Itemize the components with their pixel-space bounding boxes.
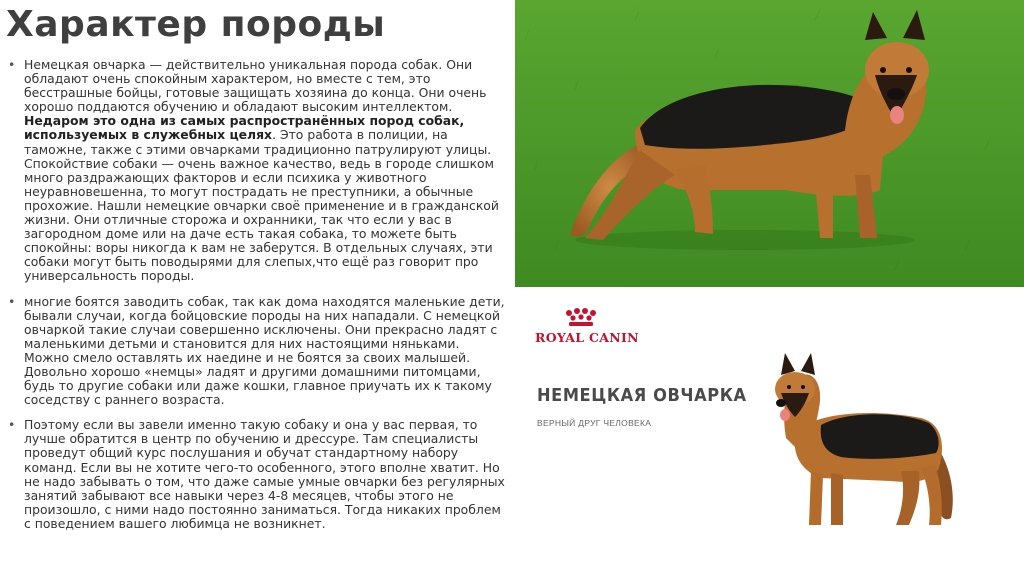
- bullet: •: [8, 417, 16, 433]
- paragraph-1-highlight: Недаром это одна из самых распространённых пород собак, используемых в служебных целях: [24, 113, 465, 143]
- dog-on-grass-illustration: [515, 0, 1024, 287]
- paragraph-2: [6, 295, 506, 408]
- bullet: •: [8, 293, 16, 309]
- royal-canin-promo: [515, 295, 1024, 574]
- body-text: [6, 58, 506, 542]
- brand-name: ROYAL CANIN: [535, 330, 639, 345]
- crown-icon: [561, 307, 601, 329]
- slide-title: Характер породы: [6, 4, 386, 45]
- paragraph-1: [6, 58, 506, 284]
- royal-canin-logo: [535, 307, 639, 347]
- paragraph-3: [6, 418, 506, 531]
- standing-dog-illustration: [751, 353, 971, 533]
- paragraph-1-start: Немецкая овчарка — действительно уникальная порода собак. Они обладают очень спокойным характером, но вместе с тем, это бесстрашные бойцы, готовые защищать хозяина до конца. Они очень хорошо поддаются обучению и обладают высоким интеллектом.: [24, 57, 487, 115]
- bullet: •: [8, 57, 16, 72]
- dog-on-grass-photo: [515, 0, 1024, 287]
- paragraph-3-text: Поэтому если вы завели именно такую собаку и она у вас первая, то лучше обратится в центр по обучению и дрессуре. Там специалисты проведут общий курс послушания и обучат стандартному набору команд. Если вы не хотите чего-то особенного, этого вполне хватит. Но не надо забывать о том, что даже самые умные овчарки без регулярных занятий забывают все навыки через 4-8 месяцев, чтобы этого не произошло, с ними надо постоянно заниматься. Тогда никаких проблем с поведением вашего любимца не возникнет.: [24, 417, 505, 531]
- promo-title: НЕМЕЦКАЯ ОВЧАРКА: [537, 385, 747, 406]
- promo-subtitle: ВЕРНЫЙ ДРУГ ЧЕЛОВЕКА: [537, 418, 652, 428]
- paragraph-1-end: . Это работа в полиции, на таможне, также с этими овчарками традиционно патрулируют улицы. Спокойствие собаки — очень важное качество, ведь в городе слишком много раздражающих факторов и если психика у животного неуравновешенна, то могут пострадать не преступники, а обычные прохожие. Нашли немецкие овчарки своё применение и в гражданской жизни. Они отличные сторожа и охранники, так что если у вас в загородном доме или на даче есть такая собака, то можете быть спокойны: воры никогда к вам не заберутся. В отдельных случаях, эти собаки могут быть поводырями для слепых,что ещё раз говорит про универсальность породы.: [24, 127, 499, 284]
- paragraph-2-text: многие боятся заводить собак, так как дома находятся маленькие дети, бывали случаи, когда бойцовские породы на них нападали. С немецкой овчаркой такие случаи совершенно исключены. Они прекрасно ладят с маленькими детьми и становится для них настоящими няньками. Можно смело оставлять их наедине и не боятся за своих малышей. Довольно хорошо «немцы» ладят и другими домашними питомцами, будь то другие собаки или даже кошки, главное приучать их к такому соседству с раннего возраста.: [24, 293, 505, 408]
